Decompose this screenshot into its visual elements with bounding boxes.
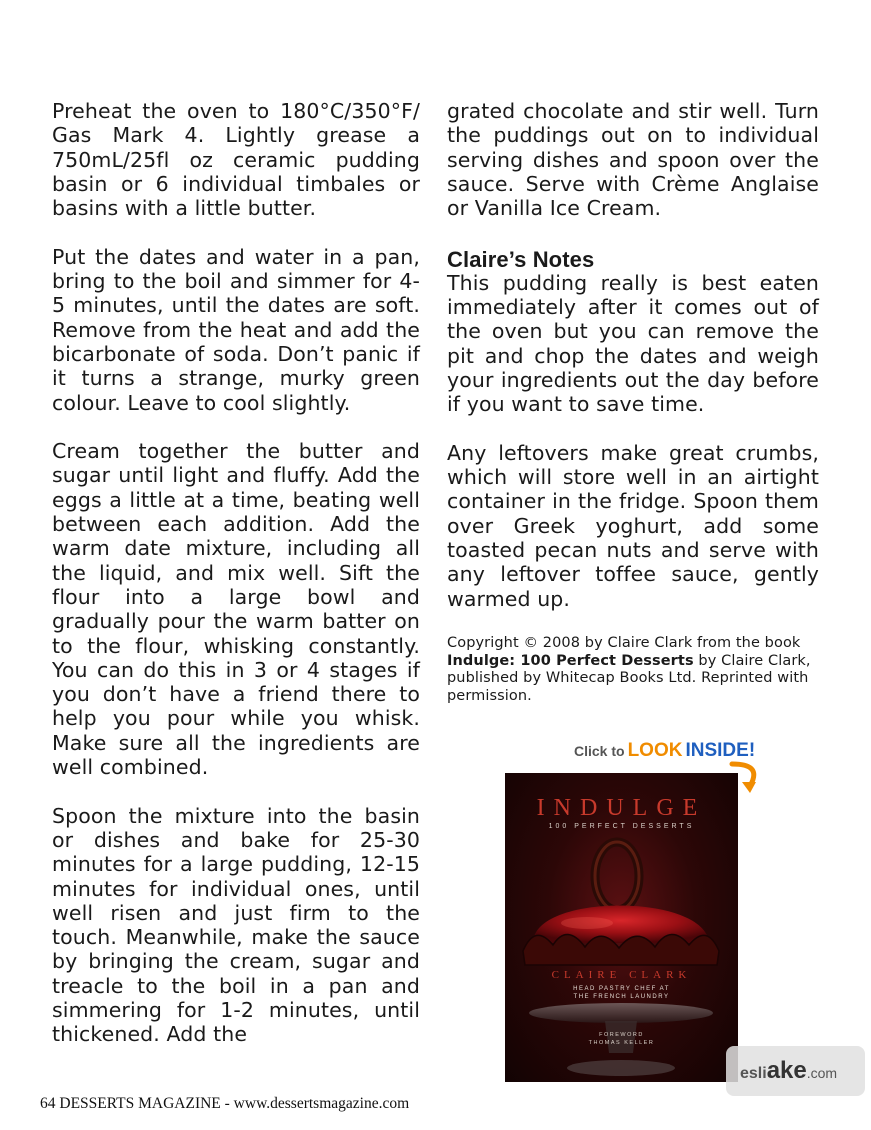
cover-tagline (505, 985, 738, 1001)
cover-tagline-line-2: THE FRENCH LAUNDRY (573, 994, 670, 1000)
notes-paragraph-1: This pudding really is best eaten immediately after it comes out of the oven but you can remove the pit and chop the dates and weigh your ingredients out the day before if you want to save time. (447, 270, 819, 417)
cover-subtitle: 100 PERFECT DESSERTS (548, 823, 695, 830)
step-batter-paragraph: Cream together the butter and sugar until light and fluffy. Add the eggs a little at a time, beating well between each addition. Add the warm date mixture, including all the liquid, and mix well. Sift the flour into a large bowl and gradually pour the warm batter on to the flour, whisking constantly. You can do this in 3 or 4 stages if you don’t have a friend there to help you pour while you whisk. Make sure all the ingredients are well combined. (52, 439, 420, 780)
watermark-part-1: esli (740, 1065, 767, 1082)
left-column (52, 99, 420, 1071)
watermark-part-3: .com (806, 1065, 838, 1081)
step-dates-paragraph: Put the dates and water in a pan, bring to the boil and simmer for 4-5 minutes, until the dates are soft. Remove from the heat and add the bicarbonate of soda. Don’t panic if it turns a strange, murky green colour. Leave to cool slightly. (52, 244, 420, 415)
book-cover-image[interactable] (505, 773, 738, 1082)
cover-title: INDULGE (536, 795, 707, 821)
watermark-part-2: ake (766, 1057, 807, 1084)
copyright-prefix: Copyright © 2008 by Claire Clark from the book (447, 635, 801, 652)
cover-foreword (505, 1031, 738, 1047)
inside-label: INSIDE! (685, 740, 756, 761)
step-serve-paragraph: grated chocolate and stir well. Turn the puddings out on to individual serving dishes and spoon over the sauce. Serve with Crème Anglaise or Vanilla Ice Cream. (447, 99, 819, 221)
click-to-label: Click to (574, 743, 625, 759)
look-label: LOOK (627, 740, 683, 761)
right-column (447, 99, 819, 730)
watermark-logo (726, 1046, 865, 1096)
step-preheat-paragraph: Preheat the oven to 180°C/350°F/ Gas Mark 4. Lightly grease a 750mL/25fl oz ceramic pudding basin or 6 individual timbales or basins with a little butter. (52, 99, 420, 221)
notes-paragraph-2: Any leftovers make great crumbs, which will store well in an airtight container in the fridge. Spoon them over Greek yoghurt, add some toasted pecan nuts and serve with any leftover toffee sauce, gently warmed up. (447, 440, 819, 611)
cover-foreword-line-2: THOMAS KELLER (588, 1040, 655, 1046)
cover-tagline-line-1: HEAD PASTRY CHEF AT (573, 986, 670, 992)
copyright-notice (447, 635, 819, 705)
step-bake-paragraph: Spoon the mixture into the basin or dishes and bake for 25-30 minutes for a large pudding, 12-15 minutes for individual ones, until well risen and just firm to the touch. Meanwhile, make the sauce by bringing the cream, sugar and treacle to the boil in a pan and simmering for 1-2 minutes, until thickened. Add the (52, 803, 420, 1047)
cover-foreword-line-1: FOREWORD (599, 1032, 644, 1038)
notes-heading: Claire’s Notes (447, 246, 595, 272)
copyright-book-title: Indulge: 100 Perfect Desserts (447, 652, 694, 669)
book-look-inside-link[interactable] (500, 740, 762, 1082)
page-footer: 64 DESSERTS MAGAZINE - www.dessertsmagazine.com (40, 1095, 410, 1112)
cover-author: CLAIRE CLARK (551, 969, 692, 981)
copyright-suffix: by Claire Clark, published by Whitecap Books Ltd. Reprinted with permission. (447, 652, 811, 704)
